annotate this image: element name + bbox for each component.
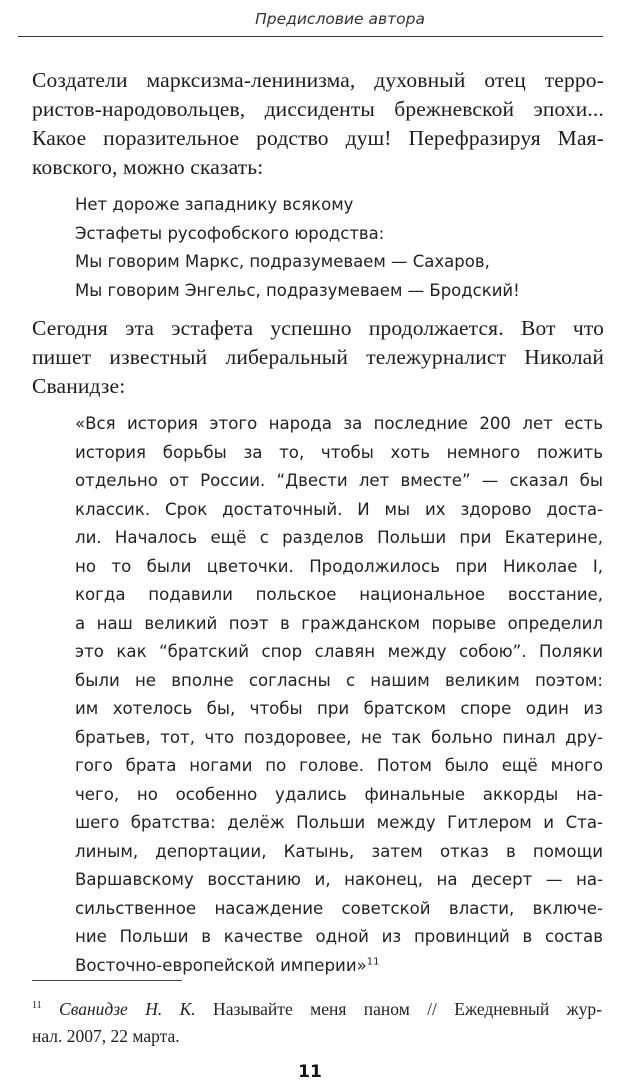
quote-line: но то были цветочки. Продолжилось при Николае I, bbox=[75, 556, 603, 576]
footnote-line: нал. 2007, 22 марта. bbox=[32, 1026, 180, 1046]
second-paragraph bbox=[32, 314, 604, 401]
quote-line: братьев, тот, что поздоровее, не так больно пинал дру- bbox=[75, 727, 603, 747]
paragraph-line: Сегодня эта эстафета успешно продолжается. Вот что bbox=[32, 316, 604, 340]
paragraph-line: Сванидзе: bbox=[32, 374, 126, 398]
paragraph-line: Какое поразительное родство душ! Перефразируя Мая- bbox=[32, 126, 604, 150]
footnote-line bbox=[32, 996, 602, 1023]
quote-line: ние Польши в качестве одной из провинций в состав bbox=[75, 927, 603, 946]
quote-line: Варшавскому восстанию и, наконец, на десерт — на- bbox=[75, 870, 603, 889]
paragraph-line: ковского, можно сказать: bbox=[32, 155, 264, 179]
running-header: Предисловие автора bbox=[255, 10, 425, 28]
quote-line: ли. Началось ещё с разделов Польши при Екатерине, bbox=[75, 528, 603, 547]
paragraph-line: пишет известный либеральный тележурналист Николай bbox=[32, 345, 604, 369]
quote-line: шего братства: делёж Польши между Гитлером и Ста- bbox=[75, 813, 603, 832]
poem-line: Мы говорим Маркс, подразумеваем — Сахаров, bbox=[75, 252, 490, 271]
poem-quote bbox=[75, 191, 520, 305]
header-rule bbox=[18, 36, 603, 37]
poem-line: Мы говорим Энгельс, подразумеваем — Бродский! bbox=[75, 280, 520, 300]
quote-line: были не вполне согласны с нашим великим поэтом: bbox=[75, 670, 603, 690]
footnote-text: Называйте меня паном // Ежедневный жур- bbox=[195, 999, 603, 1019]
quote-line: это как “братский спор славян между собою”. Поляки bbox=[75, 642, 603, 661]
quote-line: классик. Срок достаточный. И мы их здорово доста- bbox=[75, 499, 603, 519]
block-quote bbox=[75, 410, 603, 980]
quote-line: линым, депортации, Катынь, затем отказ в помощи bbox=[75, 841, 603, 861]
quote-last-line bbox=[75, 952, 603, 981]
quote-line: а наш великий поэт в гражданском порыве определил bbox=[75, 613, 603, 633]
footnote-number: 11 bbox=[32, 1000, 42, 1012]
footnote-reference[interactable]: 11 bbox=[366, 955, 380, 967]
quote-line: когда подавили польское национальное восстание, bbox=[75, 585, 603, 604]
poem-line: Эстафеты русофобского юродства: bbox=[75, 223, 385, 243]
poem-line: Нет дороже западнику всякому bbox=[75, 195, 354, 214]
page-number: 11 bbox=[298, 1062, 322, 1082]
paragraph-line: Создатели марксизма-ленинизма, духовный отец терро- bbox=[32, 68, 604, 92]
quote-line: чего, но особенно удались финальные аккорды на- bbox=[75, 784, 603, 804]
quote-line: им хотелось бы, чтобы при братском споре один из bbox=[75, 699, 603, 718]
quote-line-text: Восточно-европейской империи» bbox=[75, 955, 367, 975]
intro-paragraph bbox=[32, 66, 604, 182]
quote-line: «Вся история этого народа за последние 200 лет есть bbox=[75, 414, 603, 433]
paragraph-line: ристов-народовольцев, диссиденты брежневской эпохи... bbox=[32, 97, 604, 121]
quote-line: история борьбы за то, чтобы хоть немного пожить bbox=[75, 442, 603, 462]
footnote-author: Сванидзе Н. К. bbox=[59, 999, 196, 1019]
footnote bbox=[32, 996, 602, 1050]
quote-line: отдельно от России. “Двести лет вместе” — сказал бы bbox=[75, 471, 603, 490]
footnote-divider bbox=[32, 980, 182, 981]
quote-line: гого брата ногами по голове. Потом было ещё много bbox=[75, 756, 603, 775]
quote-line: сильственное насаждение советской власти, включе- bbox=[75, 898, 603, 918]
